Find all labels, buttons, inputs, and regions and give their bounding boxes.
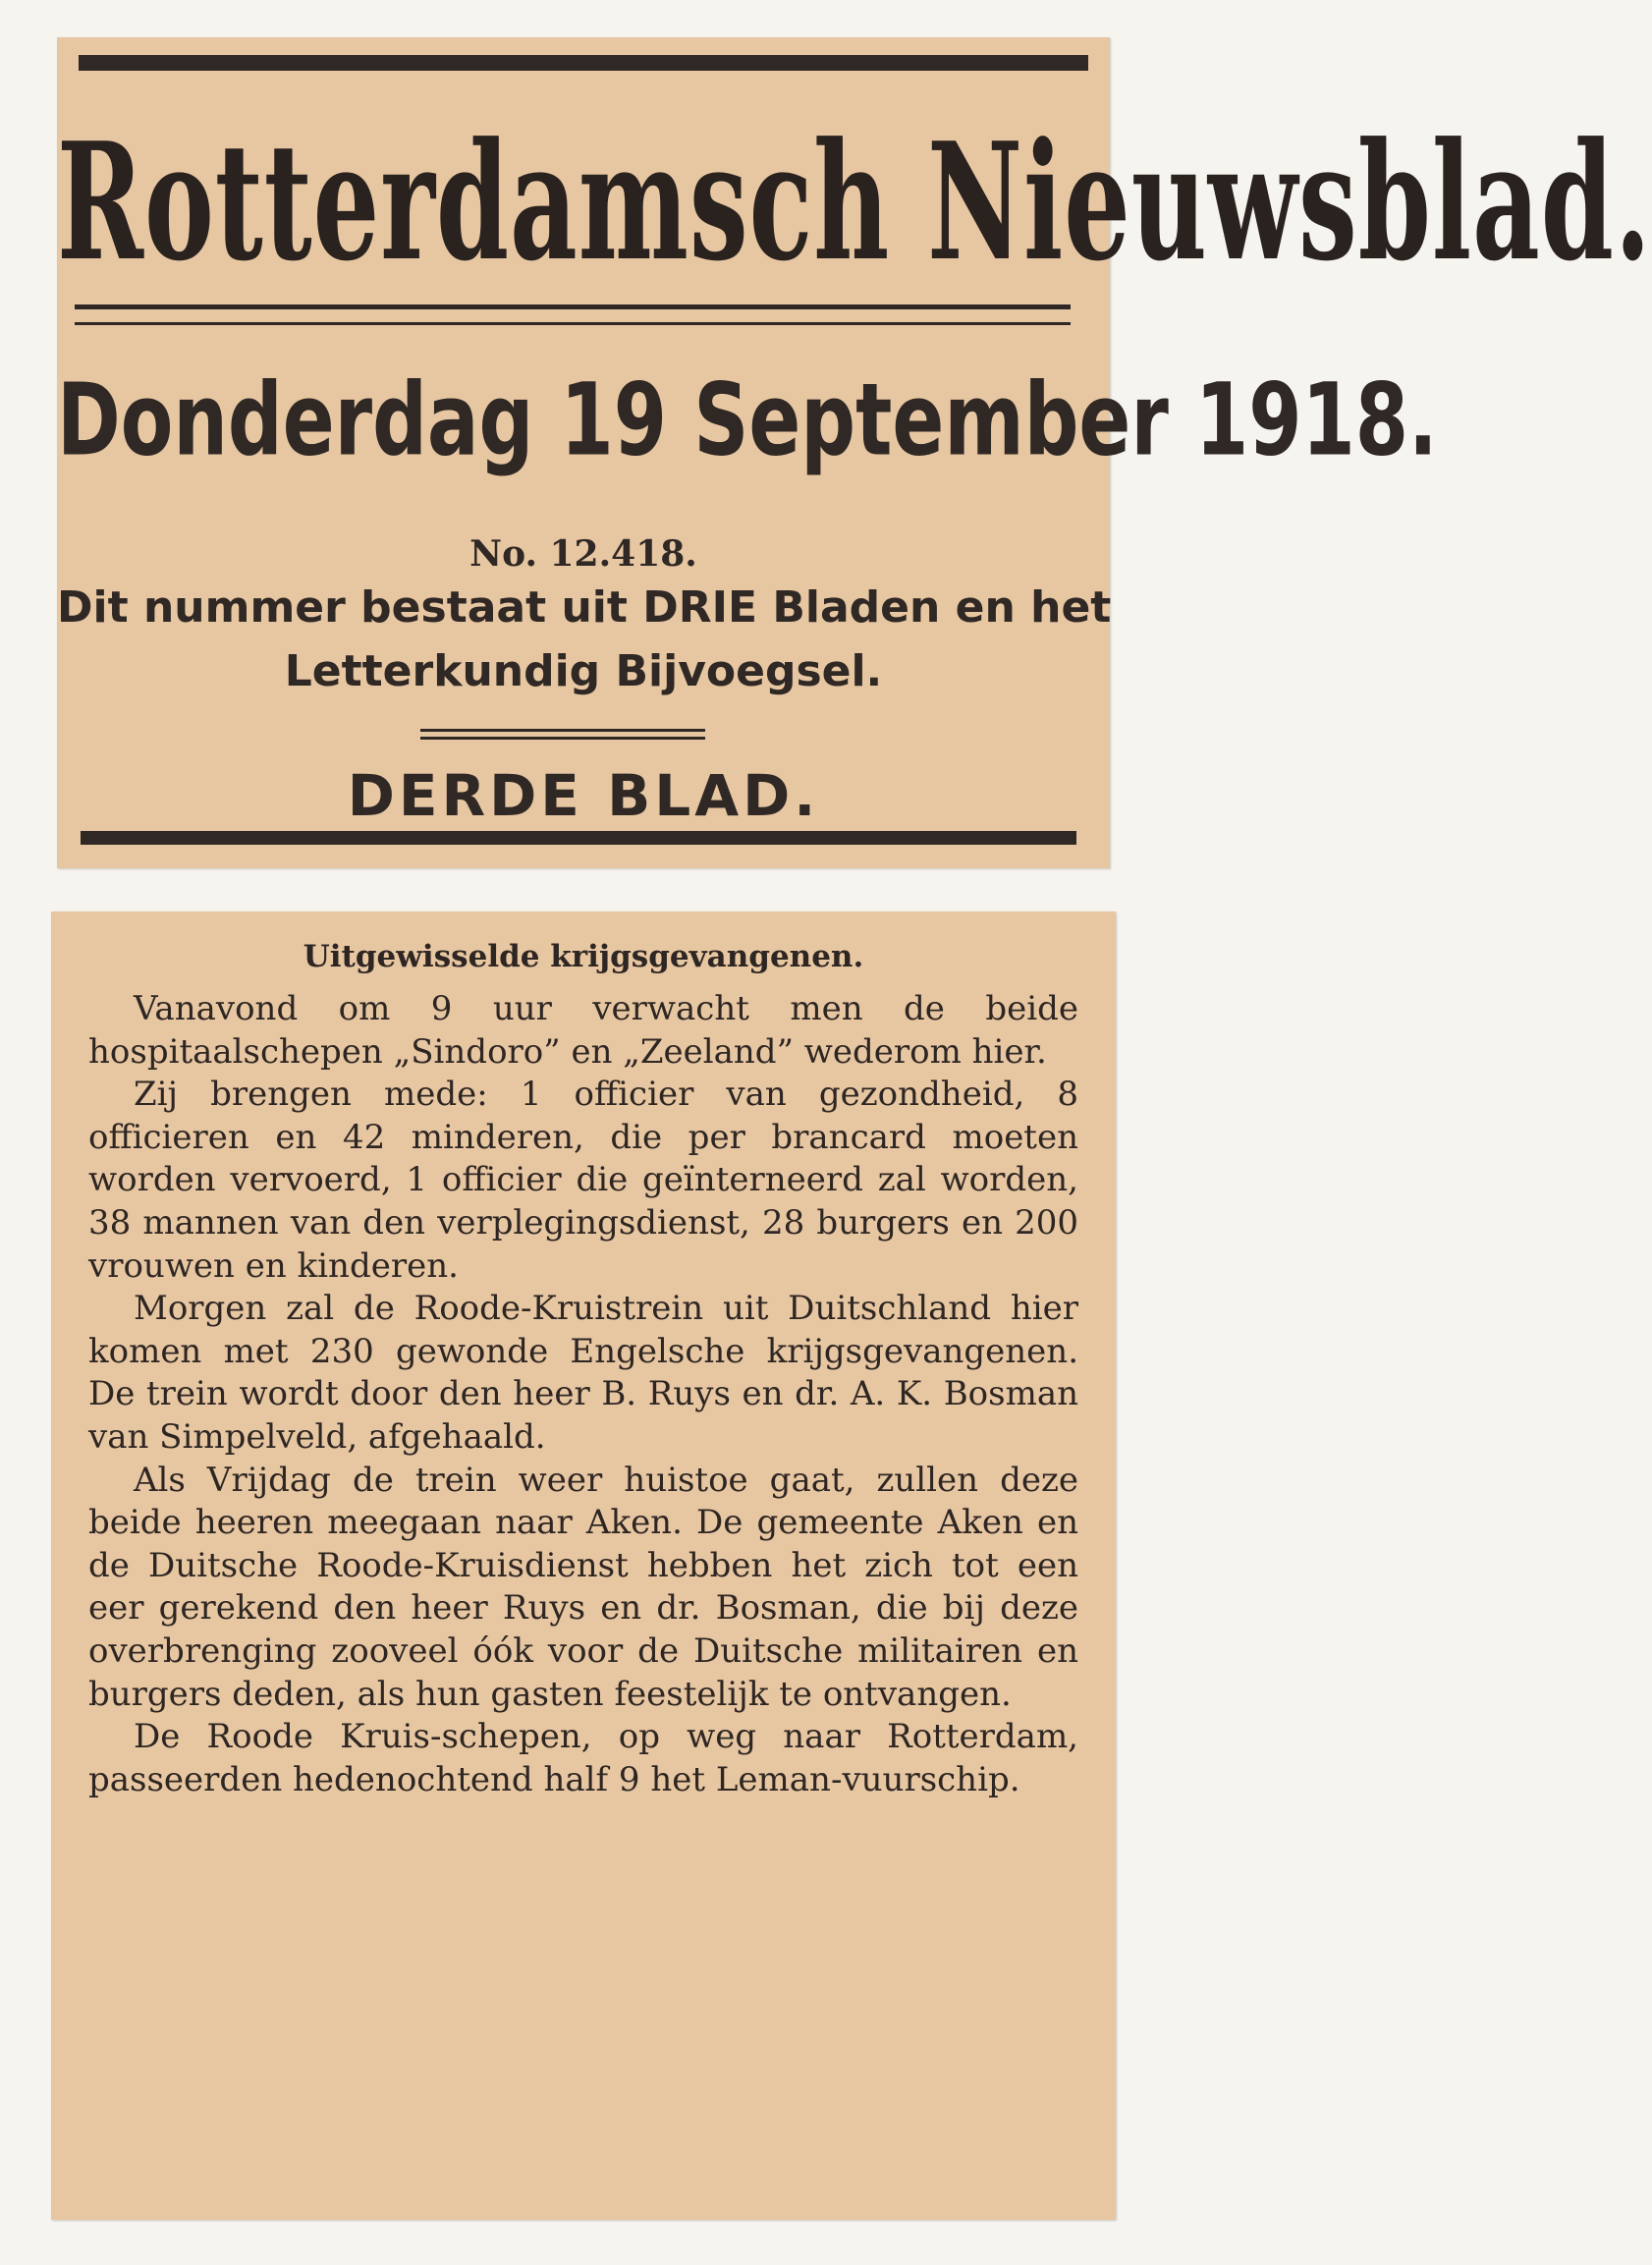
composition-line-1: Dit nummer bestaat uit DRIE Bladen en het	[57, 582, 1112, 633]
section-divider	[420, 729, 705, 732]
article-paragraph: Vanavond om 9 uur verwacht men de beide hospitaalschepen „Sindoro” en „Zeeland” wederom hier.	[88, 989, 1078, 1072]
article-paragraph: Als Vrijdag de trein weer huistoe gaat, zullen deze beide heeren meegaan naar Aken. De gemeente Aken en de Duitsche Roode-Kruisdienst hebben het zich tot een eer gerekend den heer Ruys en dr. Bosman, die bij deze overbrenging zooveel óók voor de Duitsche militairen en burgers deden, als hun gasten feestelijk te ontvangen.	[88, 1460, 1078, 1714]
issue-date: Donderdag 19 September 1918.	[57, 363, 1438, 478]
title-underline-rule-2	[75, 322, 1071, 325]
article-paragraph: Zij brengen mede: 1 officier van gezondheid, 8 officieren en 42 minderen, die per brancard moeten worden vervoerd, 1 officier die geïnterneerd zal worden, 38 mannen van den verplegingsdienst, 28 burgers en 200 vrouwen en kinderen.	[88, 1075, 1078, 1286]
article-clipping	[51, 912, 1116, 2220]
paper-title: Rotterdamsch Nieuwsblad.	[57, 106, 1652, 297]
article-body	[88, 988, 1078, 1801]
sheet-label: DERDE BLAD.	[347, 762, 820, 829]
masthead-bottom-rule	[81, 831, 1076, 845]
composition-line-2: Letterkundig Bijvoegsel.	[284, 646, 883, 696]
article-paragraph: Morgen zal de Roode-Kruistrein uit Duitschland hier komen met 230 gewonde Engelsche krijgsgevangenen. De trein wordt door den heer B. Ruys en dr. A. K. Bosman van Simpelveld, afgehaald.	[88, 1289, 1078, 1457]
masthead-top-rule	[79, 55, 1088, 71]
issue-number: No. 12.418.	[469, 533, 697, 575]
article-paragraph: De Roode Kruis-schepen, op weg naar Rotterdam, passeerden hedenochtend half 9 het Leman-vuurschip.	[88, 1717, 1078, 1799]
masthead-clipping	[57, 37, 1652, 868]
title-underline-rule	[75, 304, 1071, 309]
article-headline: Uitgewisselde krijgsgevangenen.	[303, 939, 864, 974]
section-divider-2	[420, 737, 705, 740]
